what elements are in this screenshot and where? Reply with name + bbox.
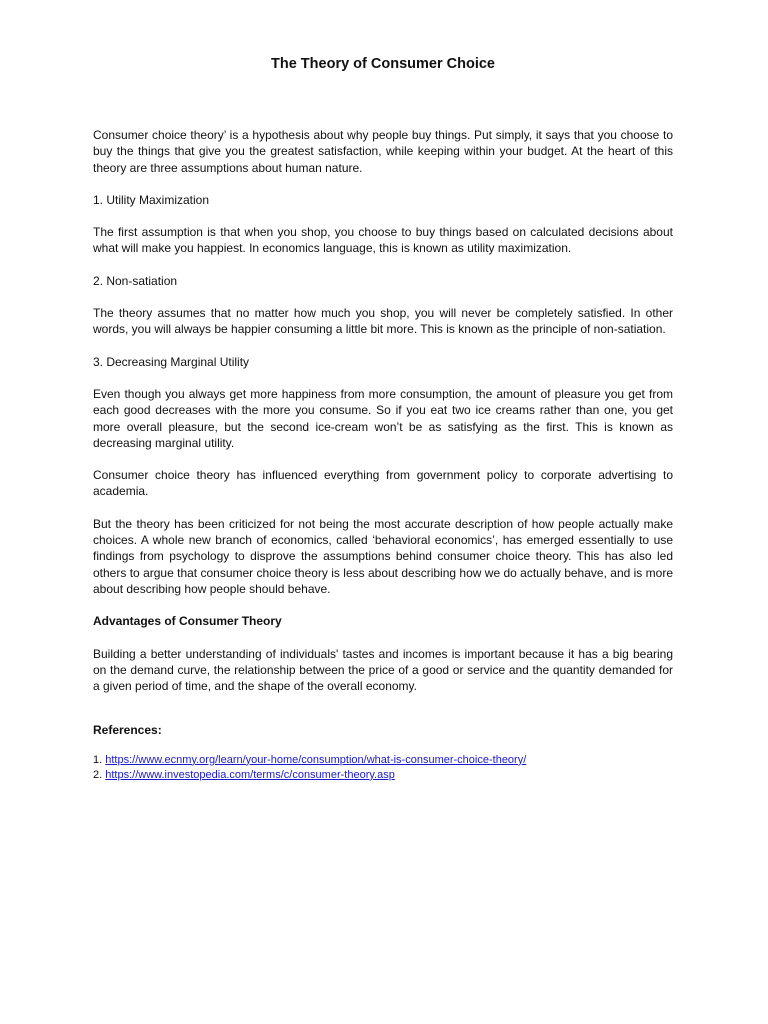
paragraph-utility-maximization: The first assumption is that when you shop, you choose to buy things based on calculated decisions about what will make you happiest. In economics language, this is known as utility maximization.	[93, 225, 673, 256]
heading-decreasing-marginal-utility: 3. Decreasing Marginal Utility	[93, 354, 250, 369]
reference-number: 2.	[93, 768, 103, 781]
references-title: References:	[93, 723, 162, 738]
document-title: The Theory of Consumer Choice	[271, 56, 495, 72]
references-list	[93, 753, 673, 783]
paragraph-decreasing-marginal-utility: Even though you always get more happiness from more consumption, the amount of pleasure you get from each good decreases with the more you consume. So if you eat two ice creams rather than one, you get more overall pleasure, but the second ice-cream won’t be as satisfying as the first. This is known as decreasing marginal utility.	[93, 386, 673, 450]
reference-link[interactable]: https://www.ecnmy.org/learn/your-home/consumption/what-is-consumer-choice-theory/	[105, 753, 527, 766]
reference-item	[93, 753, 673, 768]
paragraph-influence: Consumer choice theory has influenced everything from government policy to corporate advertising to academia.	[93, 468, 673, 499]
heading-advantages: Advantages of Consumer Theory	[93, 614, 282, 629]
paragraph-advantages: Building a better understanding of individuals' tastes and incomes is important because it has a big bearing on the demand curve, the relationship between the price of a good or service and the quantity demanded for a given period of time, and the shape of the overall economy.	[93, 646, 673, 694]
paragraph-criticism: But the theory has been criticized for not being the most accurate description of how people actually make choices. A whole new branch of economics, called ‘behavioral economics’, has emerged essentially to use findings from psychology to disprove the assumptions behind consumer choice theory. This has also led others to argue that consumer choice theory is less about describing how we do actually behave, and is more about describing how people should behave.	[93, 516, 673, 596]
heading-non-satiation: 2. Non-satiation	[93, 273, 178, 288]
document-body	[93, 127, 673, 694]
reference-number: 1.	[93, 753, 103, 766]
paragraph-intro: Consumer choice theory’ is a hypothesis about why people buy things. Put simply, it says that you choose to buy the things that give you the greatest satisfaction, while keeping within your budget. At the heart of this theory are three assumptions about human nature.	[93, 128, 673, 175]
paragraph-non-satiation: The theory assumes that no matter how much you shop, you will never be completely satisfied. In other words, you will always be happier consuming a little bit more. This is known as the principle of non-satiation.	[93, 306, 673, 337]
heading-utility-maximization: 1. Utility Maximization	[93, 192, 210, 207]
document-page	[93, 54, 673, 783]
reference-item	[93, 768, 673, 783]
reference-link[interactable]: https://www.investopedia.com/terms/c/consumer-theory.asp	[105, 768, 395, 781]
